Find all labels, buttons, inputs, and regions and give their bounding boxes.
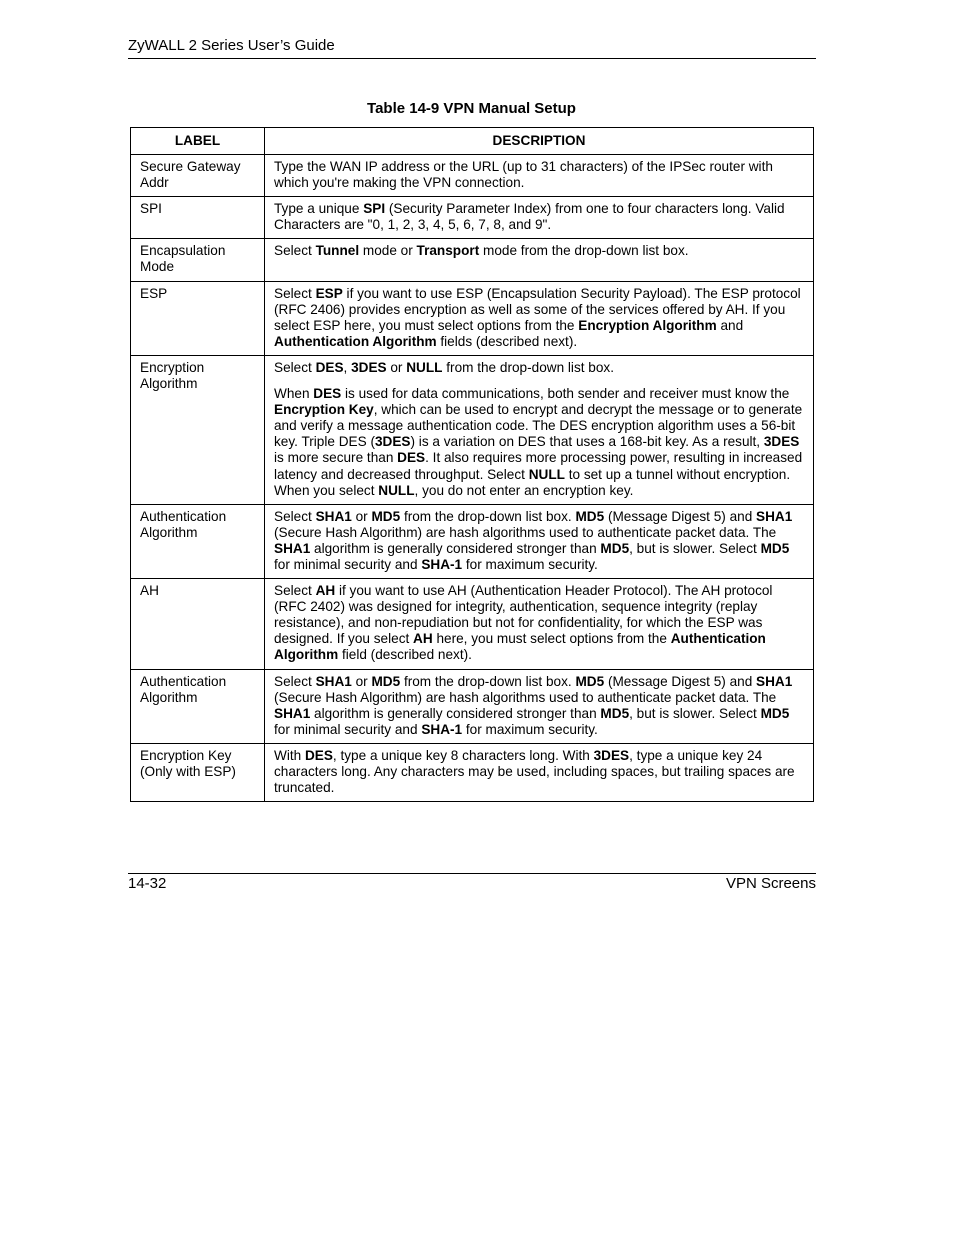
bold-term: Tunnel (315, 243, 360, 259)
bold-term: SHA1 (274, 705, 311, 721)
bold-term: SPI (363, 201, 386, 217)
bold-term: SHA1 (756, 508, 793, 524)
table-row (131, 669, 814, 743)
table-caption: Table 14-9 VPN Manual Setup (367, 100, 576, 117)
text-run: Select (274, 583, 316, 599)
table-row (131, 504, 814, 578)
table-header-row (131, 128, 814, 155)
bold-term: SHA-1 (421, 721, 463, 737)
table-row (131, 197, 814, 239)
bold-term: SHA-1 (421, 556, 463, 572)
bold-term: NULL (406, 359, 443, 375)
row-description (265, 281, 814, 355)
text-run: , type a unique key 24 characters long. Any characters may be used, including spaces, but trailing spaces are truncated. (274, 747, 795, 796)
text-run: algorithm is generally considered stronger than (310, 705, 601, 721)
bold-term: MD5 (575, 673, 605, 689)
text-run: Type a unique (274, 201, 364, 217)
row-label: Encryption Key (Only with ESP) (131, 743, 265, 801)
table-row (131, 579, 814, 669)
text-run: Select (274, 285, 316, 301)
text-run: When (274, 386, 314, 402)
text-run: for minimal security and (274, 556, 422, 572)
text-run: is used for data communications, both sender and receiver must know the (341, 386, 790, 402)
text-run: , type a unique key 8 characters long. With (332, 747, 594, 763)
text-run: . It also requires more processing power, resulting in increased latency and decreased throughput. Select (274, 450, 803, 482)
bold-term: AH (315, 583, 336, 599)
description-paragraph (274, 583, 807, 663)
description-paragraph (274, 509, 807, 573)
table-row (131, 239, 814, 281)
footer-section-title: VPN Screens (725, 875, 816, 892)
bold-term: MD5 (760, 705, 790, 721)
page-number: 14-32 (128, 875, 167, 892)
bold-term: 3DES (763, 434, 800, 450)
text-run: Select (274, 508, 316, 524)
text-run: , you do not enter an encryption key. (414, 482, 634, 498)
bold-term: DES (315, 359, 344, 375)
bold-term: DES (397, 450, 426, 466)
table-row (131, 281, 814, 355)
header-rule (128, 58, 816, 59)
text-run: for maximum security. (462, 556, 598, 572)
bold-term: SHA1 (756, 673, 793, 689)
bold-term: SHA1 (274, 540, 311, 556)
text-run: ) is a variation on DES that uses a 168-bit key. As a result, (410, 434, 764, 450)
bold-term: NULL (528, 466, 565, 482)
bold-term: DES (313, 386, 342, 402)
bold-term: SHA1 (315, 673, 352, 689)
bold-term: MD5 (575, 508, 605, 524)
description-paragraph (274, 286, 807, 350)
text-run: mode or (359, 243, 417, 259)
text-run: is more secure than (274, 450, 398, 466)
vpn-manual-setup-table (130, 127, 814, 802)
bold-term: AH (413, 631, 433, 647)
description-paragraph (274, 748, 807, 796)
text-run: , but is slower. Select (629, 705, 761, 721)
text-run: from the drop-down list box. (400, 508, 576, 524)
bold-term: MD5 (760, 540, 790, 556)
bold-term: DES (304, 747, 333, 763)
bold-term: MD5 (371, 673, 401, 689)
text-run: Type the WAN IP address or the URL (up to 31 characters) of the IPSec router with which you're making the VPN connection. (274, 159, 773, 191)
bold-term: Authentication Algorithm (274, 631, 766, 663)
text-run: fields (described next). (436, 333, 578, 349)
row-label: SPI (131, 197, 265, 239)
row-description (265, 197, 814, 239)
text-run: to set up a tunnel without encryption. When you select (274, 466, 791, 498)
column-header-label: LABEL (131, 128, 265, 155)
bold-term: SHA1 (315, 508, 352, 524)
text-run: and (716, 317, 744, 333)
row-label: Authentication Algorithm (131, 669, 265, 743)
text-run: if you want to use AH (Authentication Header Protocol). The AH protocol (RFC 2402) was designed for integrity, authentication, sequence integrity (replay resistance), and non-repudiation but not for confidentiality, for which the ESP was designed. If you select (274, 583, 773, 647)
bold-term: Transport (416, 243, 480, 259)
row-description (265, 155, 814, 197)
text-run: Select (274, 359, 316, 375)
text-run: With (274, 747, 305, 763)
table-row (131, 743, 814, 801)
description-paragraph (274, 386, 807, 499)
text-run: for maximum security. (462, 721, 598, 737)
text-run: or (386, 359, 407, 375)
text-run: algorithm is generally considered stronger than (310, 540, 601, 556)
page-header: ZyWALL 2 Series User’s Guide (128, 37, 335, 54)
table-row (131, 355, 814, 504)
text-run: field (described next). (338, 647, 472, 663)
bold-term: 3DES (374, 434, 411, 450)
row-label: Authentication Algorithm (131, 504, 265, 578)
bold-term: 3DES (593, 747, 630, 763)
bold-term: 3DES (351, 359, 387, 375)
row-description (265, 355, 814, 504)
bold-term: MD5 (371, 508, 401, 524)
text-run: or (351, 673, 372, 689)
text-run: , (343, 359, 352, 375)
bold-term: Authentication Algorithm (274, 333, 437, 349)
text-run: mode from the drop-down list box. (479, 243, 689, 259)
text-run: or (351, 508, 372, 524)
row-label: ESP (131, 281, 265, 355)
description-paragraph (274, 201, 807, 233)
column-header-description: DESCRIPTION (265, 128, 814, 155)
text-run: (Message Digest 5) and (604, 673, 757, 689)
table-row (131, 155, 814, 197)
description-paragraph (274, 243, 807, 259)
text-run: , but is slower. Select (629, 540, 761, 556)
text-run: here, you must select options from the (432, 631, 671, 647)
text-run: from the drop-down list box. (442, 359, 614, 375)
row-description (265, 743, 814, 801)
row-description (265, 504, 814, 578)
text-run: for minimal security and (274, 721, 422, 737)
text-run: if you want to use ESP (Encapsulation Security Payload). The ESP protocol (RFC 2406) provides encryption as well as some of the services offered by AH. If you select ESP here, you must select options from the (274, 285, 801, 333)
row-label: Encryption Algorithm (131, 355, 265, 504)
table-body (131, 155, 814, 802)
text-run: (Security Parameter Index) from one to four characters long. Valid Characters are "0, 1, 2, 3, 4, 5, 6, 7, 8, and 9". (274, 201, 785, 233)
text-run: (Secure Hash Algorithm) are hash algorithms used to authenticate packet data. The (274, 689, 777, 705)
text-run: from the drop-down list box. (400, 673, 576, 689)
bold-term: Encryption Key (274, 402, 374, 418)
row-description (265, 669, 814, 743)
bold-term: NULL (378, 482, 415, 498)
bold-term: MD5 (600, 540, 630, 556)
text-run: (Secure Hash Algorithm) are hash algorithms used to authenticate packet data. The (274, 524, 777, 540)
row-label: AH (131, 579, 265, 669)
bold-term: ESP (315, 285, 343, 301)
text-run: Select (274, 673, 316, 689)
row-description (265, 239, 814, 281)
row-label: Secure Gateway Addr (131, 155, 265, 197)
description-paragraph (274, 674, 807, 738)
bold-term: MD5 (600, 705, 630, 721)
row-label: Encapsulation Mode (131, 239, 265, 281)
footer-rule (128, 873, 816, 874)
description-paragraph (274, 360, 807, 376)
description-paragraph (274, 159, 807, 191)
text-run: Select (274, 243, 316, 259)
text-run: (Message Digest 5) and (604, 508, 757, 524)
text-run: , which can be used to encrypt and decrypt the message or to generate and verify a message authentication code. The DES encryption algorithm uses a 56-bit key. Triple DES ( (274, 402, 803, 450)
bold-term: Encryption Algorithm (578, 317, 717, 333)
row-description (265, 579, 814, 669)
